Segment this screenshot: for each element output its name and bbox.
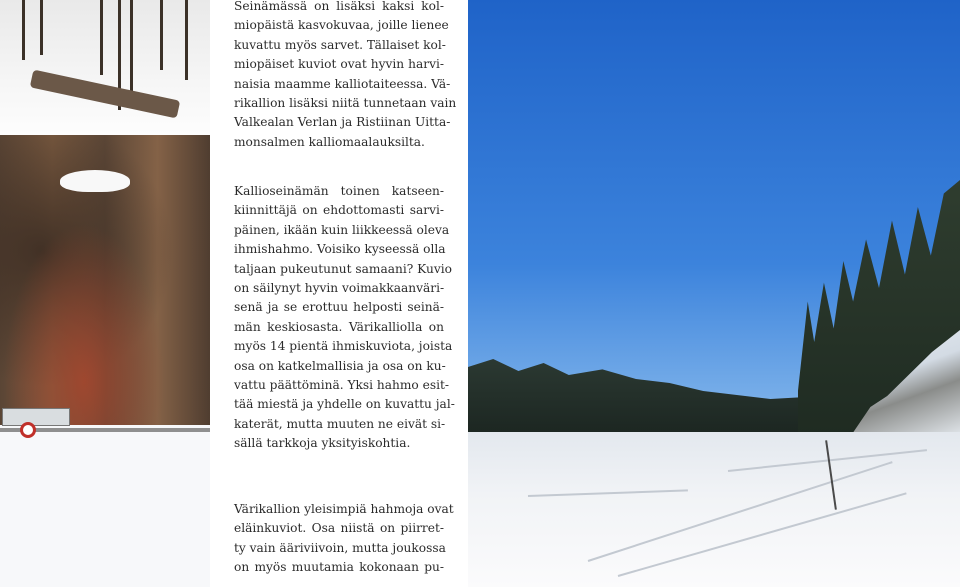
text-line: män keskiosasta. Värikalliolla on xyxy=(234,319,444,334)
text-line: sällä tarkkoja yksityiskohtia. xyxy=(234,436,411,451)
text-line: on myös muutamia kokonaan pu- xyxy=(234,560,444,575)
article-paragraph xyxy=(234,500,454,578)
text-line: kiinnittäjä on ehdottomasti sarvi- xyxy=(234,203,444,218)
text-line: päinen, ikään kuin liikkeessä oleva xyxy=(234,222,450,237)
text-line: Valkealan Verlan ja Ristiinan Uitta- xyxy=(234,115,451,130)
tree-trunk xyxy=(130,0,133,100)
text-line: miopäistä kasvokuvaa, joille lienee xyxy=(234,18,449,33)
text-line: osa on katkelmallisia ja osa on ku- xyxy=(234,358,446,373)
text-line: ihmishahmo. Voisiko kyseessä olla xyxy=(234,242,446,257)
text-line: naisia maamme kalliotaiteessa. Vä- xyxy=(234,76,451,91)
article-text-column xyxy=(234,0,457,587)
tree-trunk xyxy=(100,0,103,75)
text-line: rikallion lisäksi niitä tunnetaan vain xyxy=(234,96,457,111)
snow-patch xyxy=(60,170,130,192)
text-line: kuvattu myös sarvet. Tällaiset kol- xyxy=(234,37,446,52)
text-line: on säilynyt hyvin voimakkaanväri- xyxy=(234,281,445,296)
info-sign xyxy=(2,408,70,426)
text-line: ty vain ääriviivoin, mutta joukossa xyxy=(234,540,446,555)
lifebuoy-icon xyxy=(20,422,36,438)
tree-trunk xyxy=(22,0,25,60)
tree-trunk xyxy=(185,0,188,80)
text-line: eläinkuviot. Osa niistä on piirret- xyxy=(234,521,444,536)
text-line: monsalmen kalliomaalauksilta. xyxy=(234,134,425,149)
frozen-lake-photo xyxy=(468,0,960,587)
text-line: myös 14 pientä ihmiskuviota, joista xyxy=(234,339,453,354)
text-line: vattu päättöminä. Yksi hahmo esit- xyxy=(234,378,450,393)
frozen-lake-ice xyxy=(0,425,210,587)
text-line: taljaan pukeutunut samaani? Kuvio xyxy=(234,261,452,276)
text-line: senä ja se erottuu helposti seinä- xyxy=(234,300,444,315)
text-line: Kallioseinämän toinen katseen- xyxy=(234,184,444,198)
text-line: tää miestä ja yhdelle on kuvattu jal- xyxy=(234,397,455,412)
tree-trunk xyxy=(160,0,163,70)
text-line: katerät, mutta muuten ne eivät si- xyxy=(234,416,446,431)
text-line: Värikallion yleisimpiä hahmoja ovat xyxy=(234,502,454,516)
text-line: miopäiset kuviot ovat hyvin harvi- xyxy=(234,57,444,72)
tree-trunk xyxy=(40,0,43,55)
rock-cliff-photo xyxy=(0,0,210,587)
article-paragraph xyxy=(234,182,455,454)
text-line: Seinämässä on lisäksi kaksi kol- xyxy=(234,0,444,13)
article-paragraph xyxy=(234,0,457,152)
